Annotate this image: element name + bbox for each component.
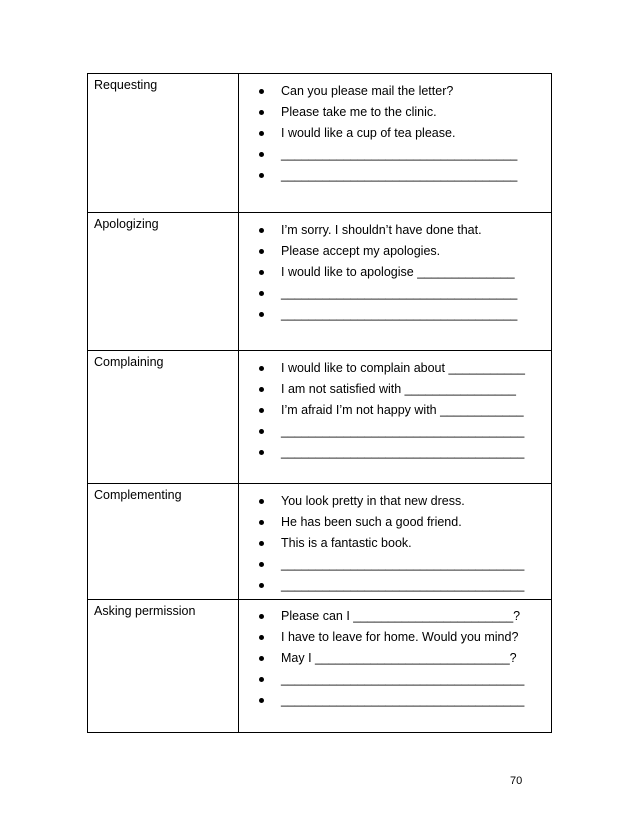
bullet-icon [259,408,264,413]
function-cell [88,600,239,733]
expression-text: I have to leave for home. Would you mind? [281,630,519,644]
blank-line: ___________________________________ [281,672,525,686]
function-cell [88,484,239,600]
bullet-icon [259,173,264,178]
bullet-icon [259,270,264,275]
expression-text: I’m sorry. I shouldn’t have done that. [281,223,482,237]
list-item [239,382,551,403]
bullet-icon [259,450,264,455]
bullet-icon [259,228,264,233]
expression-text: Can you please mail the letter? [281,84,454,98]
bullet-icon [259,635,264,640]
bullet-icon [259,110,264,115]
expression-text: Please take me to the clinic. [281,105,437,119]
expressions-cell [239,600,552,733]
bullet-icon [259,583,264,588]
bullet-icon [259,677,264,682]
list-item [239,361,551,382]
bullet-icon [259,291,264,296]
list-item [239,445,551,466]
list-item [239,403,551,424]
list-item [239,693,551,714]
expression-text: I would like a cup of tea please. [281,126,456,140]
expression-text: He has been such a good friend. [281,515,462,529]
list-item [239,651,551,672]
function-label: Asking permission [94,604,196,618]
bullet-icon [259,499,264,504]
blank-line: __________________________________ [281,286,518,300]
function-label: Complaining [94,355,164,369]
list-item [239,515,551,536]
page-number: 70 [510,775,523,787]
bullet-icon [259,89,264,94]
list-item [239,244,551,265]
blank-line: ___________________________________ [281,424,525,438]
expressions-cell [239,351,552,484]
list-item [239,672,551,693]
function-cell [88,74,239,213]
bullet-icon [259,614,264,619]
expression-list [239,213,551,328]
bullet-icon [259,152,264,157]
blank-line: ___________________________________ [281,693,525,707]
list-item [239,424,551,445]
bullet-icon [259,429,264,434]
blank-line: ___________________________________ [281,578,525,592]
blank-line: __________________________________ [281,307,518,321]
bullet-icon [259,131,264,136]
list-item [239,578,551,599]
list-item [239,105,551,126]
function-label: Complementing [94,488,182,502]
expression-list [239,484,551,599]
expression-text: May I ____________________________? [281,651,517,665]
expressions-cell [239,213,552,351]
function-cell [88,351,239,484]
list-item [239,168,551,189]
expression-text: I’m afraid I’m not happy with ____________ [281,403,524,417]
bullet-icon [259,249,264,254]
table-row [88,484,552,600]
expression-text: I would like to apologise ______________ [281,265,515,279]
function-cell [88,213,239,351]
expression-text: You look pretty in that new dress. [281,494,465,508]
list-item [239,286,551,307]
function-label: Requesting [94,78,158,92]
expression-list [239,351,551,466]
bullet-icon [259,366,264,371]
expression-list [239,600,551,714]
table-row [88,351,552,484]
expression-text: Please can I _______________________? [281,609,521,623]
blank-line: __________________________________ [281,168,518,182]
list-item [239,126,551,147]
bullet-icon [259,312,264,317]
blank-line: __________________________________ [281,147,518,161]
bullet-icon [259,562,264,567]
bullet-icon [259,656,264,661]
bullet-icon [259,387,264,392]
bullet-icon [259,541,264,546]
list-item [239,609,551,630]
expression-list [239,74,551,189]
list-item [239,557,551,578]
expression-text: This is a fantastic book. [281,536,412,550]
expressions-cell [239,74,552,213]
expression-text: I am not satisfied with ________________ [281,382,516,396]
list-item [239,147,551,168]
list-item [239,223,551,244]
function-label: Apologizing [94,217,159,231]
list-item [239,265,551,286]
list-item [239,307,551,328]
expressions-cell [239,484,552,600]
table-row [88,74,552,213]
expression-text: I would like to complain about ___________ [281,361,525,375]
expression-text: Please accept my apologies. [281,244,441,258]
blank-line: ___________________________________ [281,557,525,571]
language-functions-table [87,73,552,733]
bullet-icon [259,520,264,525]
list-item [239,494,551,515]
list-item [239,630,551,651]
table-row [88,600,552,733]
list-item [239,536,551,557]
bullet-icon [259,698,264,703]
table-row [88,213,552,351]
blank-line: ___________________________________ [281,445,525,459]
list-item [239,84,551,105]
